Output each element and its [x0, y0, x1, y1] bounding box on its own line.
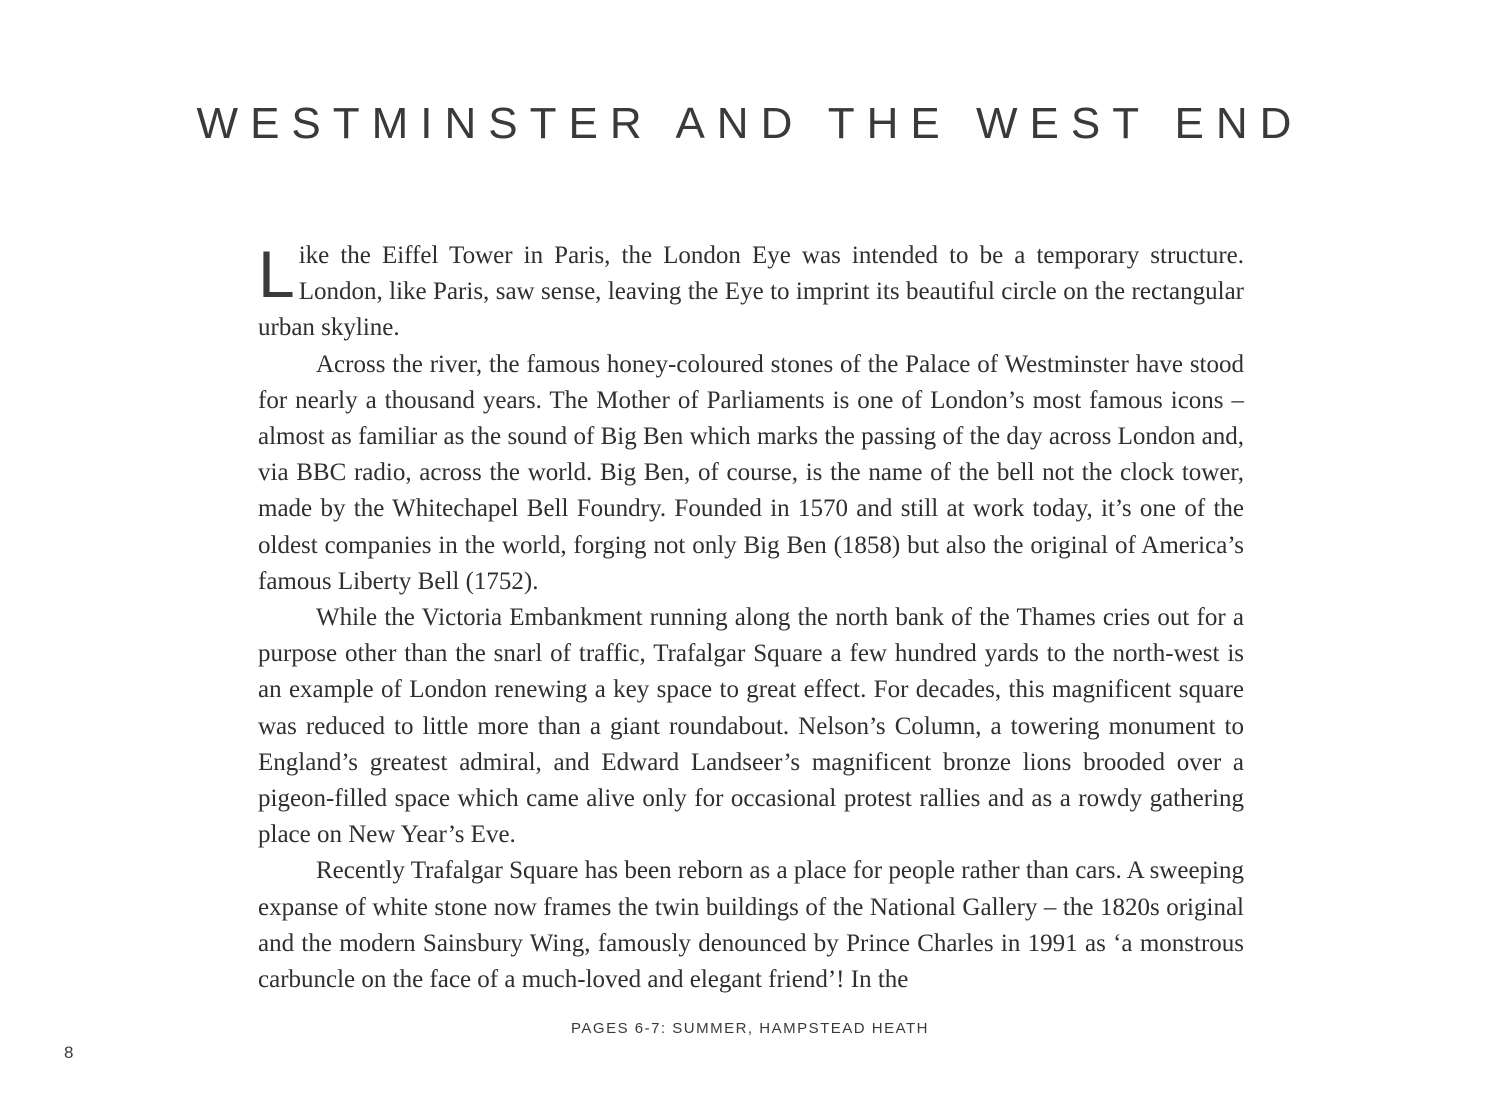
photo-caption: PAGES 6-7: SUMMER, HAMPSTEAD HEATH [571, 1020, 929, 1037]
body-text [258, 238, 1244, 998]
page-number: 8 [64, 1043, 74, 1062]
paragraph-3: While the Victoria Embankment running along the north bank of the Thames cries out for a purpose other than the snarl of traffic, Trafalgar Square a few hundred yards to the north-west is an example of London renewing a key space to great effect. For decades, this magnificent square was reduced to little more than a giant roundabout. Nelson’s Column, a towering monument to England’s greatest admiral, and Edward Landseer’s magnificent bronze lions brooded over a pigeon-filled space which came alive only for occasional protest rallies and as a rowdy gathering place on New Year’s Eve. [258, 604, 1244, 849]
paragraph-1 [258, 238, 1244, 347]
drop-cap: L [258, 237, 295, 311]
paragraph-2: Across the river, the famous honey-coloured stones of the Palace of Westminster have stood for nearly a thousand years. The Mother of Parliaments is one of London’s most famous icons – almost as familiar as the sound of Big Ben which marks the passing of the day across London and, via BBC radio, across the world. Big Ben, of course, is the name of the bell not the clock tower, made by the Whitechapel Bell Foundry. Founded in 1570 and still at work today, it’s one of the oldest companies in the world, forging not only Big Ben (1858) but also the original of America’s famous Liberty Bell (1752). [258, 350, 1244, 595]
paragraph-4: Recently Trafalgar Square has been reborn as a place for people rather than cars. A sweeping expanse of white stone now frames the twin buildings of the National Gallery – the 1820s original and the modern Sainsbury Wing, famously denounced by Prince Charles in 1991 as ‘a monstrous carbuncle on the face of a much-loved and elegant friend’! In the [258, 857, 1244, 994]
chapter-title: WESTMINSTER AND THE WEST END [196, 99, 1304, 148]
paragraph-1-text: ike the Eiffel Tower in Paris, the London Eye was intended to be a temporary structure. London, like Paris, saw sense, leaving the Eye to imprint its beautiful circle on the rectangular urban skyline. [258, 242, 1244, 342]
